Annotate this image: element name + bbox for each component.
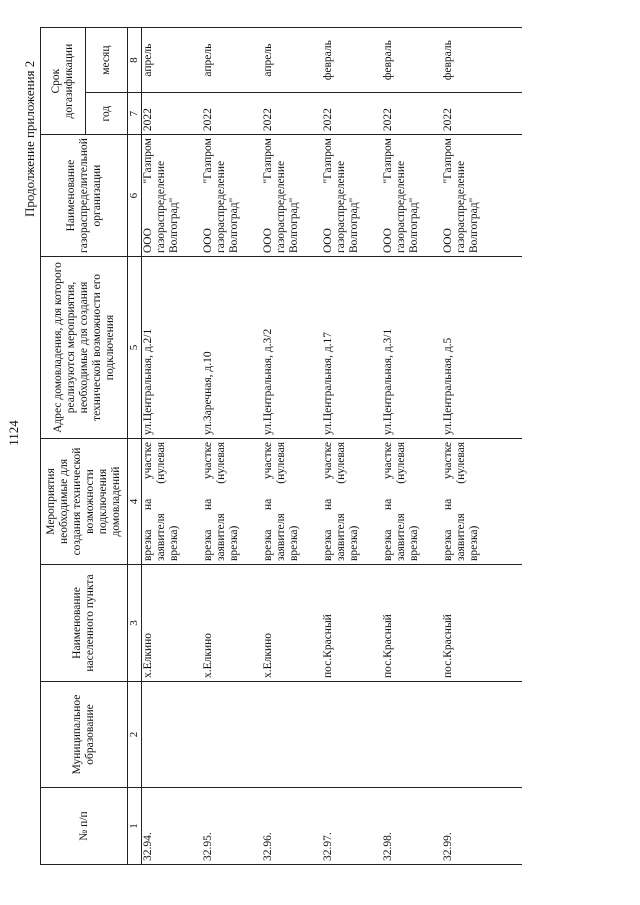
row-locality: пос.Красный xyxy=(382,565,442,682)
row-month: апрель xyxy=(142,28,203,93)
row-address: ул.Центральная, д.3/2 xyxy=(262,257,322,439)
row-num: 32.98. xyxy=(382,788,442,865)
col-number: 8 xyxy=(128,28,142,93)
table-row xyxy=(382,28,442,865)
row-municipality xyxy=(142,682,203,788)
row-month: февраль xyxy=(322,28,382,93)
row-num: 32.97. xyxy=(322,788,382,865)
header-deadline: Срок догазификации xyxy=(41,28,86,135)
row-month: апрель xyxy=(262,28,322,93)
row-municipality xyxy=(262,682,322,788)
row-month: февраль xyxy=(442,28,522,93)
header-address: Адрес домовладения, для которого реализуются мероприятия, необходимые для создания технической возможности его подключения xyxy=(41,257,128,439)
row-address: ул.Центральная, д.3/1 xyxy=(382,257,442,439)
table-row xyxy=(142,28,203,865)
gasification-table xyxy=(40,27,522,865)
row-num: 32.95. xyxy=(202,788,262,865)
row-measure: врезка на участке заявителя (нулевая врезка) xyxy=(382,439,442,565)
col-number: 5 xyxy=(128,257,142,439)
row-locality: х.Елкино xyxy=(262,565,322,682)
row-organization: ООО "Газпром газораспределение Волгоград" xyxy=(142,135,203,257)
row-address: ул.Центральная, д.5 xyxy=(442,257,522,439)
row-year: 2022 xyxy=(322,93,382,135)
col-number: 6 xyxy=(128,135,142,257)
table-row xyxy=(262,28,322,865)
row-year: 2022 xyxy=(262,93,322,135)
row-organization: ООО "Газпром газораспределение Волгоград" xyxy=(382,135,442,257)
row-year: 2022 xyxy=(142,93,203,135)
col-number: 3 xyxy=(128,565,142,682)
row-municipality xyxy=(382,682,442,788)
header-locality: Наименование населенного пункта xyxy=(41,565,128,682)
row-municipality xyxy=(442,682,522,788)
col-number: 2 xyxy=(128,682,142,788)
header-measures: Мероприятия необходимые для создания технической возможности подключения домовладений xyxy=(41,439,128,565)
row-organization: ООО "Газпром газораспределение Волгоград" xyxy=(202,135,262,257)
row-municipality xyxy=(202,682,262,788)
row-num: 32.96. xyxy=(262,788,322,865)
table-row xyxy=(442,28,522,865)
row-locality: х.Елкино xyxy=(202,565,262,682)
header-year: год xyxy=(85,93,127,135)
col-number: 7 xyxy=(128,93,142,135)
row-measure: врезка на участке заявителя (нулевая врезка) xyxy=(322,439,382,565)
col-number: 1 xyxy=(128,788,142,865)
table-row xyxy=(202,28,262,865)
row-organization: ООО "Газпром газораспределение Волгоград" xyxy=(442,135,522,257)
table-row xyxy=(322,28,382,865)
row-year: 2022 xyxy=(202,93,262,135)
header-municipality: Муниципальное образование xyxy=(41,682,128,788)
row-month: февраль xyxy=(382,28,442,93)
row-address: ул.Центральная, д.2/1 xyxy=(142,257,203,439)
row-year: 2022 xyxy=(442,93,522,135)
row-address: ул.Заречная, д.10 xyxy=(202,257,262,439)
row-organization: ООО "Газпром газораспределение Волгоград" xyxy=(322,135,382,257)
row-num: 32.94. xyxy=(142,788,203,865)
row-month: апрель xyxy=(202,28,262,93)
row-measure: врезка на участке заявителя (нулевая врезка) xyxy=(202,439,262,565)
continuation-note: Продолжение приложения 2 xyxy=(22,60,37,217)
header-organization: Наименование газораспределительной организации xyxy=(41,135,128,257)
row-locality: пос.Красный xyxy=(322,565,382,682)
header-month: месяц xyxy=(85,28,127,93)
col-number: 4 xyxy=(128,439,142,565)
page-number: 1124 xyxy=(6,420,21,446)
row-num: 32.99. xyxy=(442,788,522,865)
row-locality: пос.Красный xyxy=(442,565,522,682)
row-organization: ООО "Газпром газораспределение Волгоград" xyxy=(262,135,322,257)
header-num: № п/п xyxy=(41,788,128,865)
row-address: ул.Центральная, д.17 xyxy=(322,257,382,439)
row-measure: врезка на участке заявителя (нулевая врезка) xyxy=(142,439,203,565)
row-measure: врезка на участке заявителя (нулевая врезка) xyxy=(262,439,322,565)
row-municipality xyxy=(322,682,382,788)
row-year: 2022 xyxy=(382,93,442,135)
row-measure: врезка на участке заявителя (нулевая врезка) xyxy=(442,439,522,565)
row-locality: х.Елкино xyxy=(142,565,203,682)
